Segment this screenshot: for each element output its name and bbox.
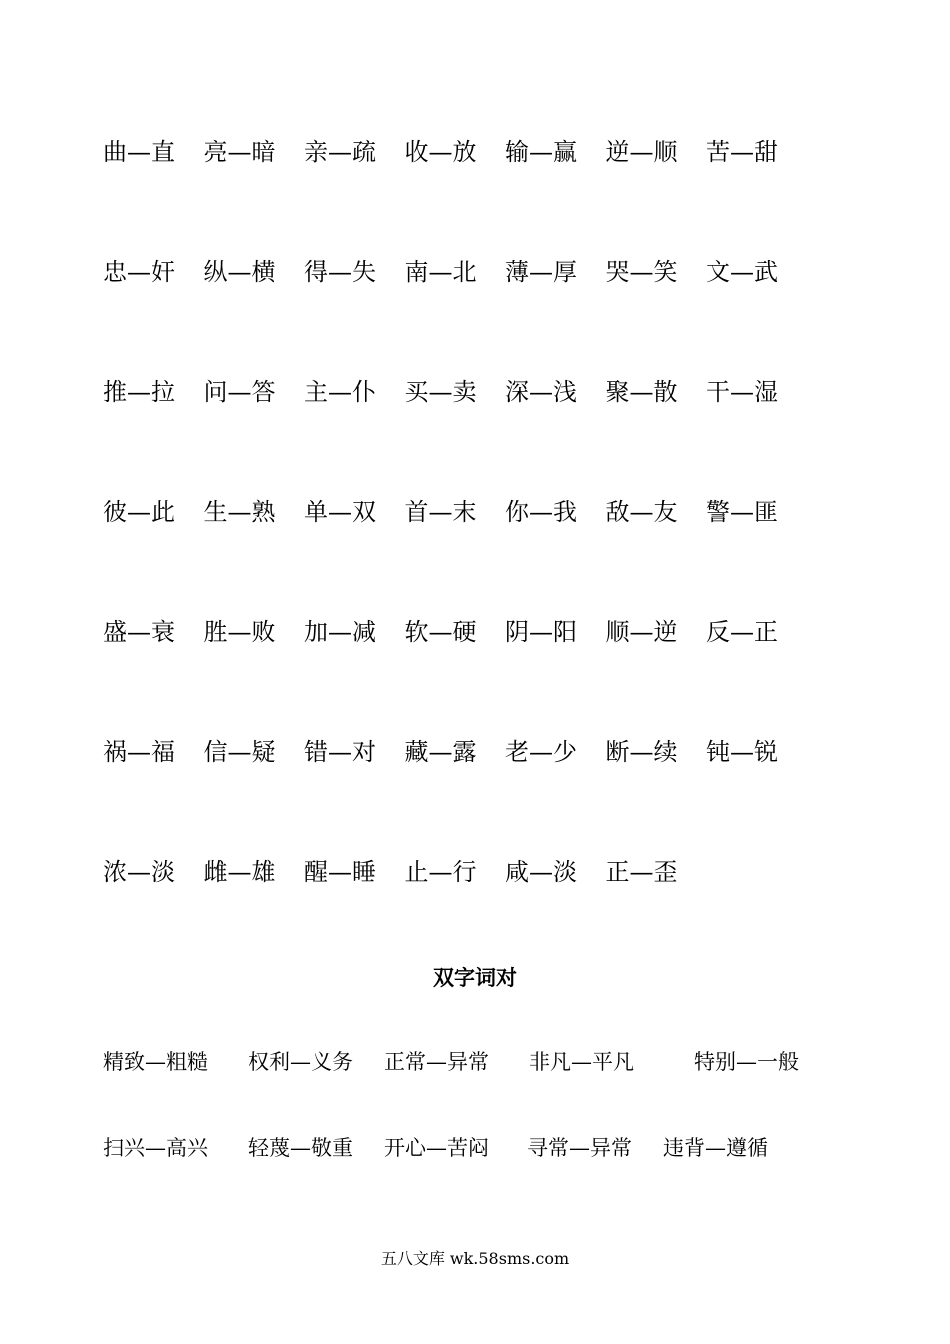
antonym-pair: 忠—奸 xyxy=(103,257,175,286)
antonym-pair: 干—湿 xyxy=(706,377,778,406)
antonym-pair: 顺—逆 xyxy=(605,617,678,646)
antonym-pair: 祸—福 xyxy=(103,737,175,766)
antonym-pair: 纵—横 xyxy=(203,257,276,286)
footer-watermark: 五八文库 wk.58sms.com xyxy=(380,1249,570,1268)
antonym-pair: 主—仆 xyxy=(304,377,376,406)
antonym-pair: 警—匪 xyxy=(706,497,778,526)
antonym-pair: 推—拉 xyxy=(103,377,175,406)
antonym-pair: 止—行 xyxy=(404,857,477,886)
word-pair: 扫兴—高兴 xyxy=(103,1136,208,1160)
antonym-row-5 xyxy=(103,609,807,649)
antonym-pair: 你—我 xyxy=(505,497,577,526)
antonym-pair: 信—疑 xyxy=(203,737,276,766)
antonym-pair: 苦—甜 xyxy=(706,137,778,166)
antonym-pair: 哭—笑 xyxy=(605,257,678,286)
antonym-row-1 xyxy=(103,129,807,169)
antonym-pair: 买—卖 xyxy=(404,377,477,406)
antonym-pair: 得—失 xyxy=(304,257,376,286)
antonym-pair: 逆—顺 xyxy=(605,137,678,166)
word-pair: 特别—一般 xyxy=(694,1050,799,1074)
word-pair: 正常—异常 xyxy=(384,1050,489,1074)
antonym-pair: 胜—败 xyxy=(203,617,276,646)
antonym-pair: 断—续 xyxy=(605,737,678,766)
antonym-pair: 聚—散 xyxy=(605,377,678,406)
antonym-pair: 深—浅 xyxy=(505,377,577,406)
antonym-pair: 输—赢 xyxy=(505,137,577,166)
section-title: 双字词对 xyxy=(433,965,517,990)
antonym-pair: 首—末 xyxy=(404,497,477,526)
antonym-row-3 xyxy=(103,369,807,409)
antonym-pair: 敌—友 xyxy=(605,497,678,526)
antonym-pair: 咸—淡 xyxy=(505,857,577,886)
antonym-pair: 正—歪 xyxy=(605,857,678,886)
antonym-pair: 彼—此 xyxy=(103,497,175,526)
antonym-pair: 软—硬 xyxy=(404,617,477,646)
antonym-pair: 错—对 xyxy=(304,737,376,766)
antonym-pair: 亮—暗 xyxy=(203,137,276,166)
antonym-row-2 xyxy=(103,249,807,289)
antonym-pair: 雌—雄 xyxy=(203,857,276,886)
antonym-pair: 加—减 xyxy=(304,617,376,646)
word-pair: 精致—粗糙 xyxy=(103,1050,208,1074)
antonym-pair: 钝—锐 xyxy=(706,737,778,766)
word-pair: 开心—苦闷 xyxy=(384,1136,489,1160)
antonym-pair: 藏—露 xyxy=(404,737,477,766)
word-pair: 权利—义务 xyxy=(248,1050,353,1074)
antonym-pair: 文—武 xyxy=(706,257,778,286)
antonym-pair: 薄—厚 xyxy=(505,257,577,286)
word-pair: 违背—遵循 xyxy=(663,1136,768,1160)
antonym-row-4 xyxy=(103,489,807,529)
antonym-pair: 单—双 xyxy=(304,497,376,526)
antonym-pair: 老—少 xyxy=(505,737,577,766)
word-pair: 轻蔑—敬重 xyxy=(248,1136,353,1160)
word-pair: 非凡—平凡 xyxy=(529,1050,634,1074)
antonym-pair: 盛—衰 xyxy=(103,617,175,646)
antonym-row-6 xyxy=(103,729,807,769)
antonym-pair: 收—放 xyxy=(404,137,477,166)
antonym-pair: 生—熟 xyxy=(203,497,276,526)
word-pair: 寻常—异常 xyxy=(527,1136,632,1160)
antonym-pair: 曲—直 xyxy=(103,137,175,166)
antonym-pair: 南—北 xyxy=(404,257,477,286)
antonym-pair: 反—正 xyxy=(706,617,778,646)
antonym-pair: 阴—阳 xyxy=(505,617,577,646)
antonym-pair: 浓—淡 xyxy=(103,857,175,886)
antonym-row-7 xyxy=(103,849,706,889)
antonym-pair: 亲—疏 xyxy=(304,137,376,166)
antonym-pair: 问—答 xyxy=(203,377,276,406)
antonym-pair: 醒—睡 xyxy=(304,857,376,886)
